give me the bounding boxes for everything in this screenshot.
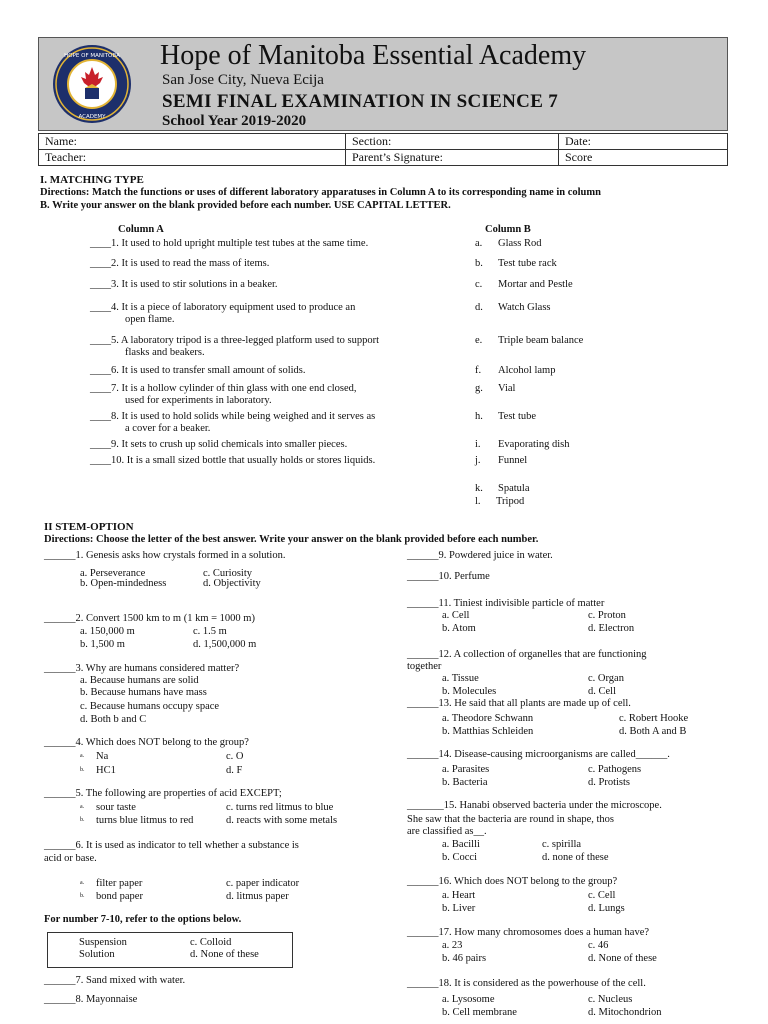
choice: bond paper <box>96 891 143 902</box>
question-6: ______6. It is used as indicator to tell whether a substance is <box>44 840 299 851</box>
choice-letter: a. <box>80 753 85 759</box>
question-13: ______13. He said that all plants are made up of cell. <box>407 698 631 709</box>
choice: turns blue litmus to red <box>96 815 194 826</box>
choice: d. Objectivity <box>203 578 261 589</box>
choice: c. Organ <box>588 673 624 684</box>
col-b-item: Triple beam balance <box>498 335 584 346</box>
choice: a. Theodore Schwann <box>442 713 534 724</box>
col-b-letter: k. <box>475 483 483 494</box>
choice: c. Robert Hooke <box>619 713 689 724</box>
question-1: ______1. Genesis asks how crystals formed in a solution. <box>44 550 286 561</box>
choice: d. F <box>226 765 243 776</box>
col-b-letter: l. <box>475 496 481 507</box>
question-15-cont2: are classified as__. <box>407 826 487 837</box>
choice: b. Cell membrane <box>442 1007 517 1018</box>
col-a-item: ____6. It is used to transfer small amount of solids. <box>90 365 306 376</box>
choice: c. Curiosity <box>203 568 252 579</box>
choice: filter paper <box>96 878 143 889</box>
choice: c. paper indicator <box>226 878 300 889</box>
col-a-item: ____8. It is used to hold solids while being weighed and it serves as <box>90 411 376 422</box>
question-12: ______12. A collection of organelles that are functioning <box>407 649 647 660</box>
choice: c. turns red litmus to blue <box>226 802 334 813</box>
choice: d. Both A and B <box>619 726 687 737</box>
student-info-table <box>38 133 728 166</box>
choice: c. 1.5 m <box>193 626 227 637</box>
choice: d. reacts with some metals <box>226 815 338 826</box>
choice: a. Because humans are solid <box>80 675 199 686</box>
col-a-item-cont: a cover for a beaker. <box>125 423 211 434</box>
choice: a. 23 <box>442 940 463 951</box>
question-2: ______2. Convert 1500 km to m (1 km = 1000 m) <box>44 613 255 624</box>
col-a-item: ____5. A laboratory tripod is a three-legged platform used to support <box>90 335 379 346</box>
question-18: ______18. It is considered as the powerhouse of the cell. <box>407 978 646 989</box>
col-a-item: ____2. It is used to read the mass of items. <box>90 258 270 269</box>
score-field[interactable]: Score <box>559 150 728 166</box>
choice: b. Atom <box>442 623 476 634</box>
school-seal-logo <box>52 44 132 124</box>
col-b-letter: d. <box>475 302 483 313</box>
col-b-letter: a. <box>475 238 483 249</box>
choice: d. Electron <box>588 623 635 634</box>
question-12-cont: together <box>407 661 442 672</box>
question-16: ______16. Which does NOT belong to the group? <box>407 876 618 887</box>
col-a-item: ____4. It is a piece of laboratory equipment used to produce an <box>90 302 356 313</box>
col-b-letter: e. <box>475 335 483 346</box>
choice: b. Because humans have mass <box>80 687 207 698</box>
choice: c. Pathogens <box>588 764 642 775</box>
option: Suspension <box>79 937 127 948</box>
choice: c. 46 <box>588 940 609 951</box>
col-a-item-cont: used for experiments in laboratory. <box>125 395 272 406</box>
choice: c. Nucleus <box>588 994 633 1005</box>
col-b-letter: f. <box>475 365 482 376</box>
col-b-item: Tripod <box>496 496 525 507</box>
col-b-item: Test tube rack <box>498 258 557 269</box>
choice: a. Tissue <box>442 673 479 684</box>
choice: b. 46 pairs <box>442 953 487 964</box>
choice: a. Heart <box>442 890 476 901</box>
column-b-title: Column B <box>485 224 531 235</box>
choice: d. Mitochondrion <box>588 1007 662 1018</box>
question-14: ______14. Disease-causing microorganisms are called______. <box>407 749 670 760</box>
choice: c. spirilla <box>542 839 582 850</box>
school-location: San Jose City, Nueva Ecija <box>162 72 324 88</box>
choice: b. 1,500 m <box>80 639 125 650</box>
question-8: ______8. Mayonnaise <box>44 994 138 1005</box>
choice: a. 150,000 m <box>80 626 135 637</box>
question-7: ______7. Sand mixed with water. <box>44 975 186 986</box>
col-b-item: Glass Rod <box>498 238 542 249</box>
options-note: For number 7-10, refer to the options below. <box>44 914 242 925</box>
choice: b. Cocci <box>442 852 477 863</box>
col-b-letter: j. <box>475 455 481 466</box>
part1-directions-line2: B. Write your answer on the blank provided before each number. USE CAPITAL LETTER. <box>40 200 451 211</box>
choice: c. Because humans occupy space <box>80 701 220 712</box>
col-b-item: Evaporating dish <box>498 439 570 450</box>
school-year: School Year 2019-2020 <box>162 113 307 129</box>
choice: b. Open-mindedness <box>80 578 167 589</box>
col-b-item: Mortar and Pestle <box>498 279 573 290</box>
part1-title: I. MATCHING TYPE <box>40 174 144 186</box>
choice: c. O <box>226 751 244 762</box>
choice: d. Both b and C <box>80 714 147 725</box>
choice: d. Lungs <box>588 903 625 914</box>
choice: a. Lysosome <box>442 994 495 1005</box>
col-b-item: Watch Glass <box>498 302 551 313</box>
choice-letter: b. <box>80 893 85 899</box>
question-10: ______10. Perfume <box>407 571 490 582</box>
part2-title: II STEM-OPTION <box>44 521 134 533</box>
question-11: ______11. Tiniest indivisible particle of matter <box>407 598 605 609</box>
choice: c. Proton <box>588 610 626 621</box>
choice: a. Perseverance <box>80 568 146 579</box>
choice-letter: b. <box>80 817 85 823</box>
col-b-item: Funnel <box>498 455 528 466</box>
section-field[interactable]: Section: <box>346 134 559 150</box>
option: Solution <box>79 949 115 960</box>
svg-text:ACADEMY: ACADEMY <box>78 114 106 120</box>
col-b-letter: g. <box>475 383 483 394</box>
column-a-title: Column A <box>118 224 164 235</box>
choice-letter: a. <box>80 880 85 886</box>
choice-letter: a. <box>80 804 85 810</box>
question-6-cont: acid or base. <box>44 853 97 864</box>
choice: b. Matthias Schleiden <box>442 726 534 737</box>
col-a-item: ____9. It sets to crush up solid chemicals into smaller pieces. <box>90 439 348 450</box>
choice: d. Protists <box>588 777 631 788</box>
question-3: ______3. Why are humans considered matter? <box>44 663 240 674</box>
question-9: ______9. Powdered juice in water. <box>407 550 553 561</box>
choice: a. Parasites <box>442 764 490 775</box>
choice: HC1 <box>96 765 116 776</box>
choice-letter: b. <box>80 767 85 773</box>
col-a-item-cont: open flame. <box>125 314 175 325</box>
choice: b. Liver <box>442 903 476 914</box>
choice: sour taste <box>96 802 136 813</box>
choice: b. Bacteria <box>442 777 488 788</box>
svg-text:HOPE OF MANITOBA: HOPE OF MANITOBA <box>64 53 120 59</box>
choice: a. Bacilli <box>442 839 480 850</box>
col-a-item: ____10. It is a small sized bottle that usually holds or stores liquids. <box>90 455 376 466</box>
choice: d. litmus paper <box>226 891 289 902</box>
col-b-letter: b. <box>475 258 483 269</box>
col-b-letter: h. <box>475 411 483 422</box>
choice: c. Cell <box>588 890 616 901</box>
choice: d. Cell <box>588 686 616 697</box>
col-b-letter: c. <box>475 279 483 290</box>
col-b-item: Alcohol lamp <box>498 365 556 376</box>
col-b-item: Test tube <box>498 411 537 422</box>
option: c. Colloid <box>190 937 232 948</box>
choice: b. Molecules <box>442 686 497 697</box>
choice: d. none of these <box>542 852 609 863</box>
col-a-item-cont: flasks and beakers. <box>125 347 205 358</box>
exam-title: SEMI FINAL EXAMINATION IN SCIENCE 7 <box>162 91 559 112</box>
question-17: ______17. How many chromosomes does a human have? <box>407 927 650 938</box>
school-name: Hope of Manitoba Essential Academy <box>160 40 587 71</box>
question-15-cont: She saw that the bacteria are round in shape, thos <box>407 814 615 825</box>
name-field[interactable]: Name: <box>39 134 346 150</box>
col-b-item: Vial <box>498 383 516 394</box>
question-5: ______5. The following are properties of acid EXCEPT; <box>44 788 282 799</box>
part1-directions-line1: Directions: Match the functions or uses of different laboratory apparatuses in Column A to its corresponding name in column <box>40 187 601 198</box>
choice: a. Cell <box>442 610 470 621</box>
col-a-item: ____3. It is used to stir solutions in a beaker. <box>90 279 278 290</box>
teacher-field[interactable]: Teacher: <box>39 150 346 166</box>
choice: d. 1,500,000 m <box>193 639 257 650</box>
col-b-item: Spatula <box>498 483 530 494</box>
part2-directions: Directions: Choose the letter of the best answer. Write your answer on the blank provided before each number. <box>44 534 539 545</box>
choice: Na <box>96 751 109 762</box>
col-a-item: ____1. It used to hold upright multiple test tubes at the same time. <box>90 238 369 249</box>
choice: d. None of these <box>588 953 657 964</box>
parent-signature-field[interactable]: Parent’s Signature: <box>346 150 559 166</box>
col-a-item: ____7. It is a hollow cylinder of thin glass with one end closed, <box>90 383 357 394</box>
option: d. None of these <box>190 949 259 960</box>
question-15: _______15. Hanabi observed bacteria under the microscope. <box>407 800 662 811</box>
question-4: ______4. Which does NOT belong to the group? <box>44 737 249 748</box>
col-b-letter: i. <box>475 439 481 450</box>
date-field[interactable]: Date: <box>559 134 728 150</box>
